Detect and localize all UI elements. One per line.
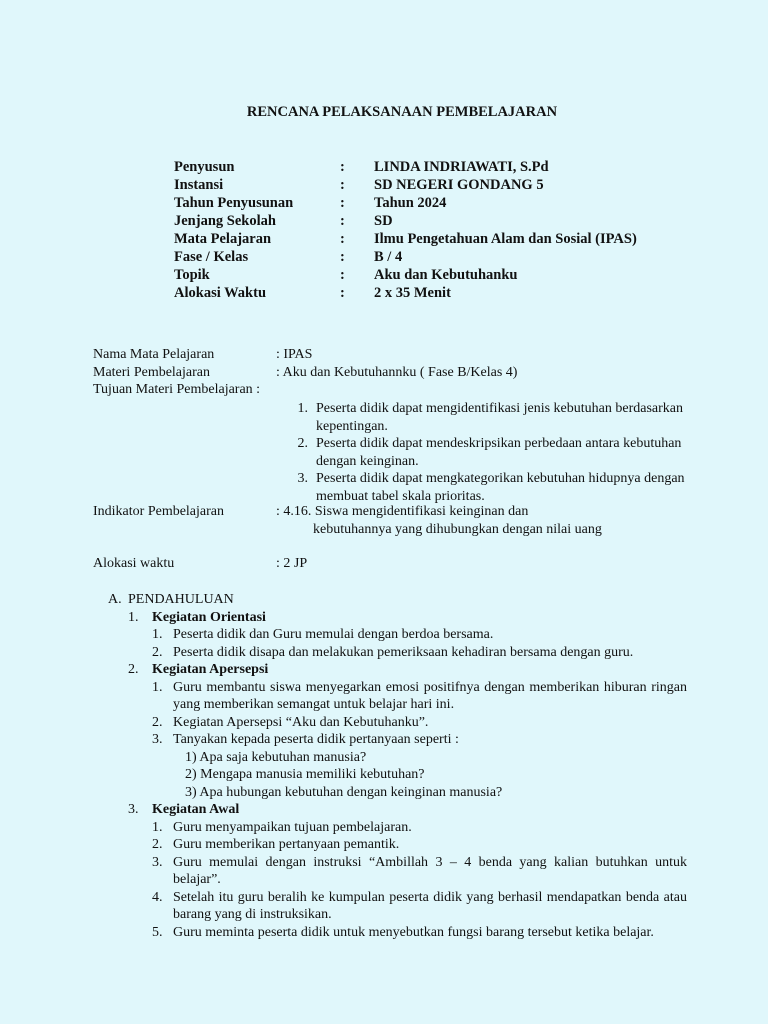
list-number: 3. (152, 854, 163, 870)
identity-value: Tahun 2024 (374, 195, 447, 211)
identity-value: LINDA INDRIAWATI, S.Pd (374, 159, 549, 175)
meta-value: kebutuhannya yang dihubungkan dengan nilai uang (313, 521, 602, 537)
meta-value: : 4.16. Siswa mengidentifikasi keinginan dan (276, 504, 529, 519)
identity-colon: : (340, 267, 345, 283)
subsection-title: Kegiatan Awal (152, 802, 240, 817)
meta-label: Materi Pembelajaran (93, 364, 211, 380)
section-pendahuluan (108, 591, 688, 941)
identity-colon: : (340, 195, 345, 211)
question-item: 2) Mengapa manusia memiliki kebutuhan? (185, 767, 425, 782)
identity-colon: : (340, 177, 345, 193)
identity-key: Topik (174, 267, 210, 283)
list-number: 2. (152, 837, 163, 852)
question-item: 1) Apa saja kebutuhan manusia? (185, 749, 367, 765)
identity-colon: : (340, 231, 345, 247)
list-item (282, 435, 722, 470)
list-number: 5. (152, 924, 163, 940)
list-item (152, 679, 688, 714)
list-item (282, 400, 722, 435)
subsection-heading (128, 661, 688, 679)
section-letter: A. (108, 592, 122, 607)
identity-key: Instansi (174, 177, 224, 193)
identity-value: SD NEGERI GONDANG 5 (374, 177, 544, 193)
meta-value: : Aku dan Kebutuhannku ( Fase B/Kelas 4) (276, 364, 518, 380)
subsection-number: 3. (128, 802, 139, 817)
identity-table (174, 158, 637, 302)
list-number: 3. (152, 732, 163, 747)
list-text: Guru menyampaikan tujuan pembelajaran. (173, 819, 412, 835)
list-text: Guru membantu siswa menyegarkan emosi positifnya dengan memberikan hiburan ringan yang memberikan semangat untuk belajar hari ini. (173, 679, 687, 712)
spacer (93, 521, 276, 539)
list-text: Peserta didik dapat mengidentifikasi jenis kebutuhan berdasarkan kepentingan. (316, 401, 684, 434)
list-item (152, 644, 688, 662)
list-item (152, 889, 688, 924)
list-number: 1. (152, 627, 163, 642)
identity-colon: : (340, 159, 345, 175)
section-heading (108, 591, 688, 609)
identity-row (174, 194, 637, 212)
meta-value: : 2 JP (276, 556, 308, 571)
list-text: Peserta didik dapat mengkategorikan kebutuhan hidupnya dengan membuat tabel skala prioritas. (316, 471, 685, 504)
meta-value: : IPAS (276, 347, 313, 362)
subject-meta (93, 346, 733, 399)
time-allocation (93, 555, 307, 573)
identity-value: SD (374, 213, 393, 229)
list-text: Kegiatan Apersepsi “Aku dan Kebutuhanku”. (173, 714, 429, 730)
identity-key: Penyusun (174, 159, 235, 175)
list-text: Guru memulai dengan instruksi “Ambillah 3 – 4 benda yang kalian butuhkan untuk belajar”. (173, 854, 687, 887)
meta-label: Nama Mata Pelajaran (93, 347, 215, 362)
identity-row (174, 266, 637, 284)
identity-value: Ilmu Pengetahuan Alam dan Sosial (IPAS) (374, 231, 637, 247)
section-title: PENDAHULUAN (128, 592, 234, 607)
list-text: Setelah itu guru beralih ke kumpulan peserta didik yang berhasil mendapatkan benda atau barang yang di instruksikan. (173, 889, 687, 922)
list-item (152, 626, 688, 644)
list-number: 2. (152, 644, 163, 660)
list-item (152, 924, 688, 942)
identity-colon: : (340, 213, 345, 229)
list-item (152, 714, 688, 732)
indicator-block (93, 503, 733, 538)
meta-row (93, 364, 733, 382)
question-item: 3) Apa hubungan kebutuhan dengan keinginan manusia? (185, 784, 503, 800)
list-item (282, 470, 722, 505)
identity-value: Aku dan Kebutuhanku (374, 267, 518, 283)
subsection-number: 2. (128, 662, 139, 677)
list-item (152, 819, 688, 837)
list-text: Guru meminta peserta didik untuk menyebutkan fungsi barang tersebut ketika belajar. (173, 924, 654, 940)
identity-row (174, 248, 637, 266)
list-text: Guru memberikan pertanyaan pemantik. (173, 837, 400, 852)
identity-key: Jenjang Sekolah (174, 213, 276, 229)
list-text: Peserta didik dan Guru memulai dengan berdoa bersama. (173, 627, 494, 642)
meta-label: Tujuan Materi Pembelajaran : (93, 382, 261, 397)
subsection-number: 1. (128, 609, 139, 625)
learning-goals-list (282, 400, 722, 505)
list-item (152, 836, 688, 854)
list-number: 4. (152, 889, 163, 905)
subsection-title: Kegiatan Apersepsi (152, 662, 269, 677)
subsection-heading (128, 801, 688, 819)
document-title: RENCANA PELAKSANAAN PEMBELAJARAN (246, 104, 558, 120)
list-text: Tanyakan kepada peserta didik pertanyaan seperti : (173, 732, 459, 747)
list-number: 3. (297, 471, 308, 486)
identity-colon: : (340, 249, 345, 265)
identity-value: B / 4 (374, 249, 403, 265)
identity-row (174, 158, 637, 176)
identity-key: Tahun Penyusunan (174, 195, 294, 211)
list-item (152, 731, 688, 749)
meta-label: Indikator Pembelajaran (93, 504, 225, 519)
list-text: Peserta didik dapat mendeskripsikan perbedaan antara kebutuhan dengan keinginan. (316, 436, 682, 469)
identity-colon: : (340, 285, 345, 301)
identity-row (174, 230, 637, 248)
identity-value: 2 x 35 Menit (374, 285, 451, 301)
list-number: 1. (152, 819, 163, 835)
list-item (152, 854, 688, 889)
identity-row (174, 212, 637, 230)
identity-key: Alokasi Waktu (174, 285, 267, 301)
identity-row (174, 176, 637, 194)
meta-row (93, 346, 733, 364)
identity-key: Fase / Kelas (174, 249, 249, 265)
list-number: 2. (297, 436, 308, 451)
meta-row (93, 521, 733, 539)
list-number: 2. (152, 714, 163, 730)
identity-key: Mata Pelajaran (174, 231, 272, 247)
list-number: 1. (152, 679, 163, 695)
meta-row (93, 503, 733, 521)
list-number: 1. (297, 401, 308, 416)
subsection-title: Kegiatan Orientasi (152, 609, 266, 625)
identity-row (174, 284, 637, 302)
meta-label: Alokasi waktu (93, 556, 175, 571)
list-text: Peserta didik disapa dan melakukan pemeriksaan kehadiran bersama dengan guru. (173, 644, 634, 660)
meta-row (93, 381, 733, 399)
subsection-heading (128, 609, 688, 627)
